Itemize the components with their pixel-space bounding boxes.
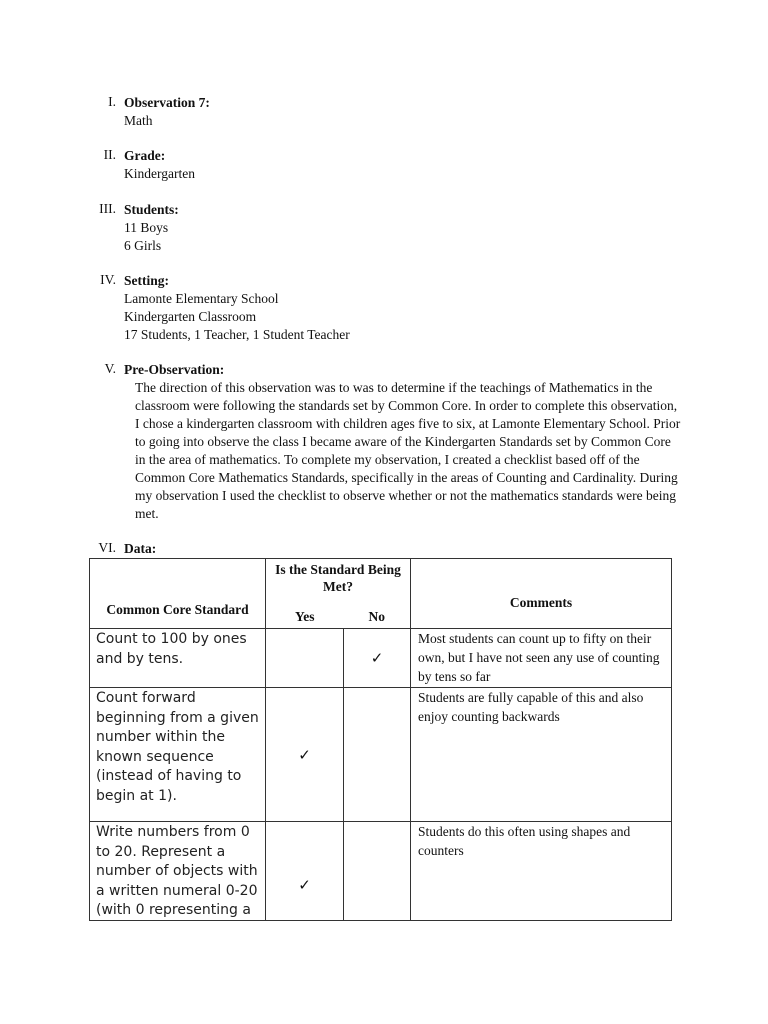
- section-number: IV.: [100, 272, 116, 287]
- section-title: Setting:: [124, 273, 169, 288]
- standard-cell: [90, 822, 266, 921]
- pre-observation-paragraph: The direction of this observation was to was to determine if the teachings of Mathematics in the classroom were following the standards set by Common Core. In order to complete this observation, I chose a kindergarten classroom with children ages five to six, at Lamonte Elementary School. Prior to going into observe the class I became aware of the Kindergarten Standards set by Common Core in the area of mathematics. To complete my observation, I created a checklist based off of the Common Core Mathematics Standards, specifically in the areas of Counting and Cardinality. During my observation I used the checklist to observe whether or not the mathematics standards were being met.: [135, 380, 681, 521]
- section-title: Data:: [124, 541, 157, 556]
- standards-table: [89, 558, 672, 921]
- section-line: Kindergarten: [124, 166, 195, 181]
- yes-check-cell: [266, 629, 344, 688]
- section-number: VI.: [98, 540, 116, 555]
- no-check-cell: [344, 822, 411, 921]
- section-title: Pre-Observation:: [124, 362, 225, 377]
- table-row: [90, 629, 672, 688]
- section-number: I.: [108, 94, 116, 109]
- standard-cell-text: Write numbers from 0 to 20. Represent a number of objects with a written numeral 0-20 (with 0 representing a: [96, 824, 258, 918]
- section-title: Students:: [124, 202, 179, 217]
- header-yes: Yes: [266, 609, 344, 629]
- section-title: Observation 7:: [124, 95, 210, 110]
- comment-cell: Students do this often using shapes and counters: [411, 822, 672, 921]
- section-line: Math: [124, 113, 153, 128]
- section-number: II.: [103, 147, 116, 162]
- section-number: V.: [104, 361, 116, 376]
- header-no: No: [344, 609, 411, 629]
- section-number: III.: [99, 201, 116, 216]
- table-row: [90, 822, 672, 921]
- header-standard: Common Core Standard: [90, 559, 266, 629]
- no-check-cell: ✓: [344, 629, 411, 688]
- section-line: 17 Students, 1 Teacher, 1 Student Teacher: [124, 327, 350, 342]
- no-check-cell: [344, 688, 411, 822]
- yes-check-cell: ✓: [266, 822, 344, 921]
- section-line: Lamonte Elementary School: [124, 291, 279, 306]
- comment-cell: Students are fully capable of this and also enjoy counting backwards: [411, 688, 672, 822]
- standard-cell: Count to 100 by ones and by tens.: [90, 629, 266, 688]
- standard-cell: Count forward beginning from a given number within the known sequence (instead of having to begin at 1).: [90, 688, 266, 822]
- header-comments: Comments: [411, 559, 672, 629]
- yes-check-cell: ✓: [266, 688, 344, 822]
- section-title: Grade:: [124, 148, 166, 163]
- table-row: [90, 688, 672, 822]
- section-line: 6 Girls: [124, 238, 162, 253]
- section-line: Kindergarten Classroom: [124, 309, 257, 324]
- header-met: Is the Standard Being Met?: [266, 559, 411, 609]
- section-line: 11 Boys: [124, 220, 169, 235]
- comment-cell: Most students can count up to fifty on their own, but I have not seen any use of counting by tens so far: [411, 629, 672, 688]
